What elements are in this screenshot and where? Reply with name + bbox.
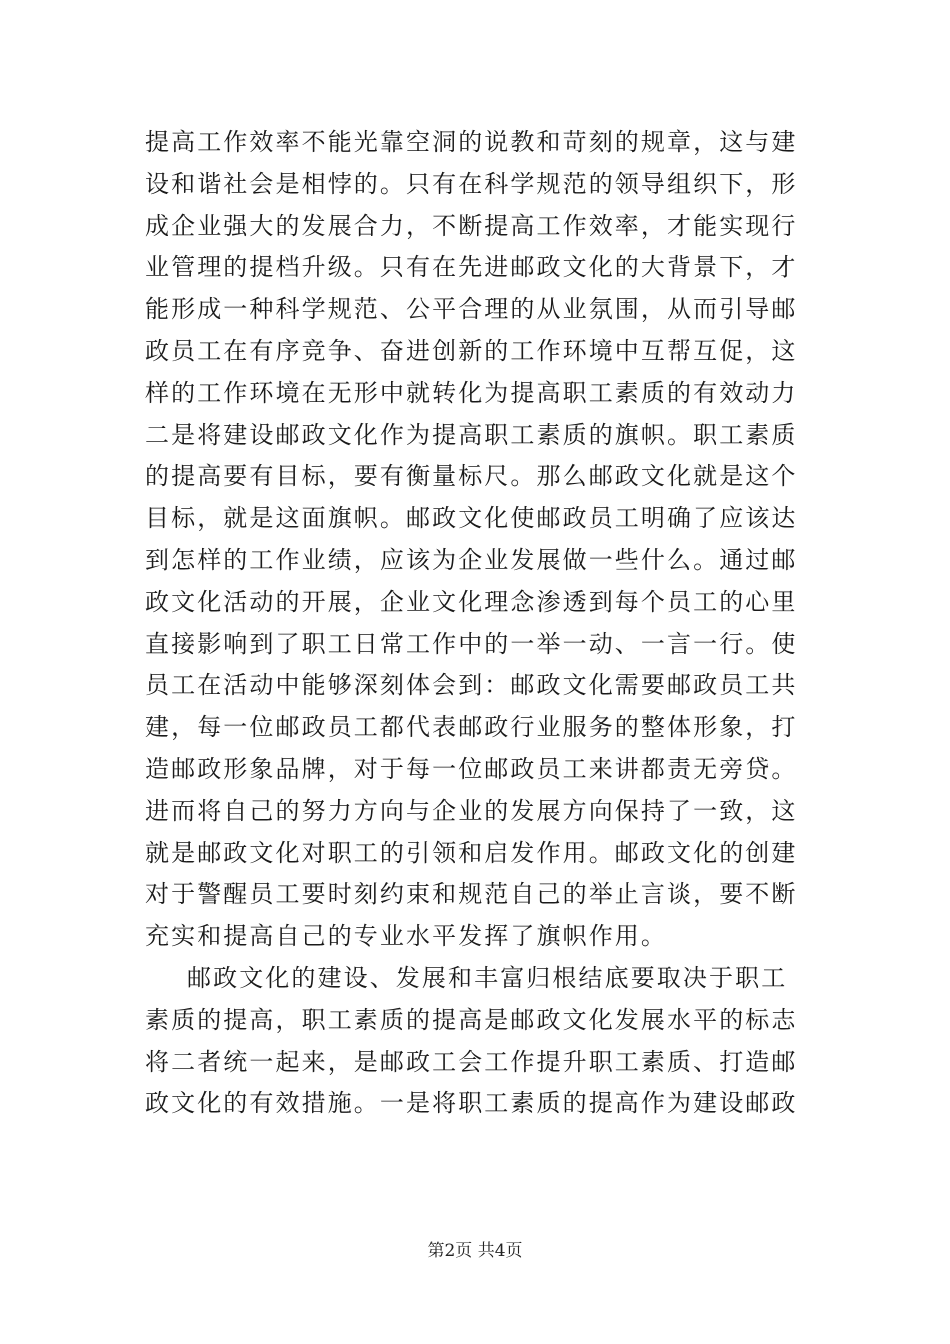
text-line: 将二者统一起来，是邮政工会工作提升职工素质、打造邮 xyxy=(145,1047,798,1076)
text-line: 成企业强大的发展合力，不断提高工作效率，才能实现行 xyxy=(145,211,798,240)
text-line: 目标，就是这面旗帜。邮政文化使邮政员工明确了应该达 xyxy=(145,504,798,533)
text-line: 就是邮政文化对职工的引领和启发作用。邮政文化的创建 xyxy=(145,838,798,867)
text-line: 能形成一种科学规范、公平合理的从业氛围，从而引导邮 xyxy=(145,295,798,324)
paragraph-first-line: 邮政文化的建设、发展和丰富归根结底要取决于职工 xyxy=(187,963,788,992)
text-line: 进而将自己的努力方向与企业的发展方向保持了一致，这 xyxy=(145,796,798,825)
text-line: 二是将建设邮政文化作为提高职工素质的旗帜。职工素质 xyxy=(145,420,798,449)
text-line: 政员工在有序竞争、奋进创新的工作环境中互帮互促，这 xyxy=(145,336,798,365)
page-number-footer: 第2页 共4页 xyxy=(427,1241,523,1261)
text-line: 样的工作环境在无形中就转化为提高职工素质的有效动力 xyxy=(145,378,798,407)
text-line: 的提高要有目标，要有衡量标尺。那么邮政文化就是这个 xyxy=(145,462,798,491)
text-line: 业管理的提档升级。只有在先进邮政文化的大背景下，才 xyxy=(145,253,798,282)
text-line: 素质的提高，职工素质的提高是邮政文化发展水平的标志 xyxy=(145,1005,798,1034)
text-line: 对于警醒员工要时刻约束和规范自己的举止言谈，要不断 xyxy=(145,880,798,909)
text-line: 政文化活动的开展，企业文化理念渗透到每个员工的心里 xyxy=(145,587,798,616)
text-line: 充实和提高自己的专业水平发挥了旗帜作用。 xyxy=(145,922,667,951)
text-line: 到怎样的工作业绩，应该为企业发展做一些什么。通过邮 xyxy=(145,545,798,574)
text-line: 提高工作效率不能光靠空洞的说教和苛刻的规章，这与建 xyxy=(145,128,798,156)
text-line: 建，每一位邮政员工都代表邮政行业服务的整体形象，打 xyxy=(145,713,798,742)
text-line: 政文化的有效措施。一是将职工素质的提高作为建设邮政 xyxy=(145,1089,798,1118)
body-text xyxy=(145,122,810,1125)
text-line: 员工在活动中能够深刻体会到：邮政文化需要邮政员工共 xyxy=(145,671,798,700)
text-line: 设和谐社会是相悖的。只有在科学规范的领导组织下，形 xyxy=(145,169,798,198)
text-line: 造邮政形象品牌，对于每一位邮政员工来讲都责无旁贷。 xyxy=(145,754,798,783)
text-line: 直接影响到了职工日常工作中的一举一动、一言一行。使 xyxy=(145,629,798,658)
